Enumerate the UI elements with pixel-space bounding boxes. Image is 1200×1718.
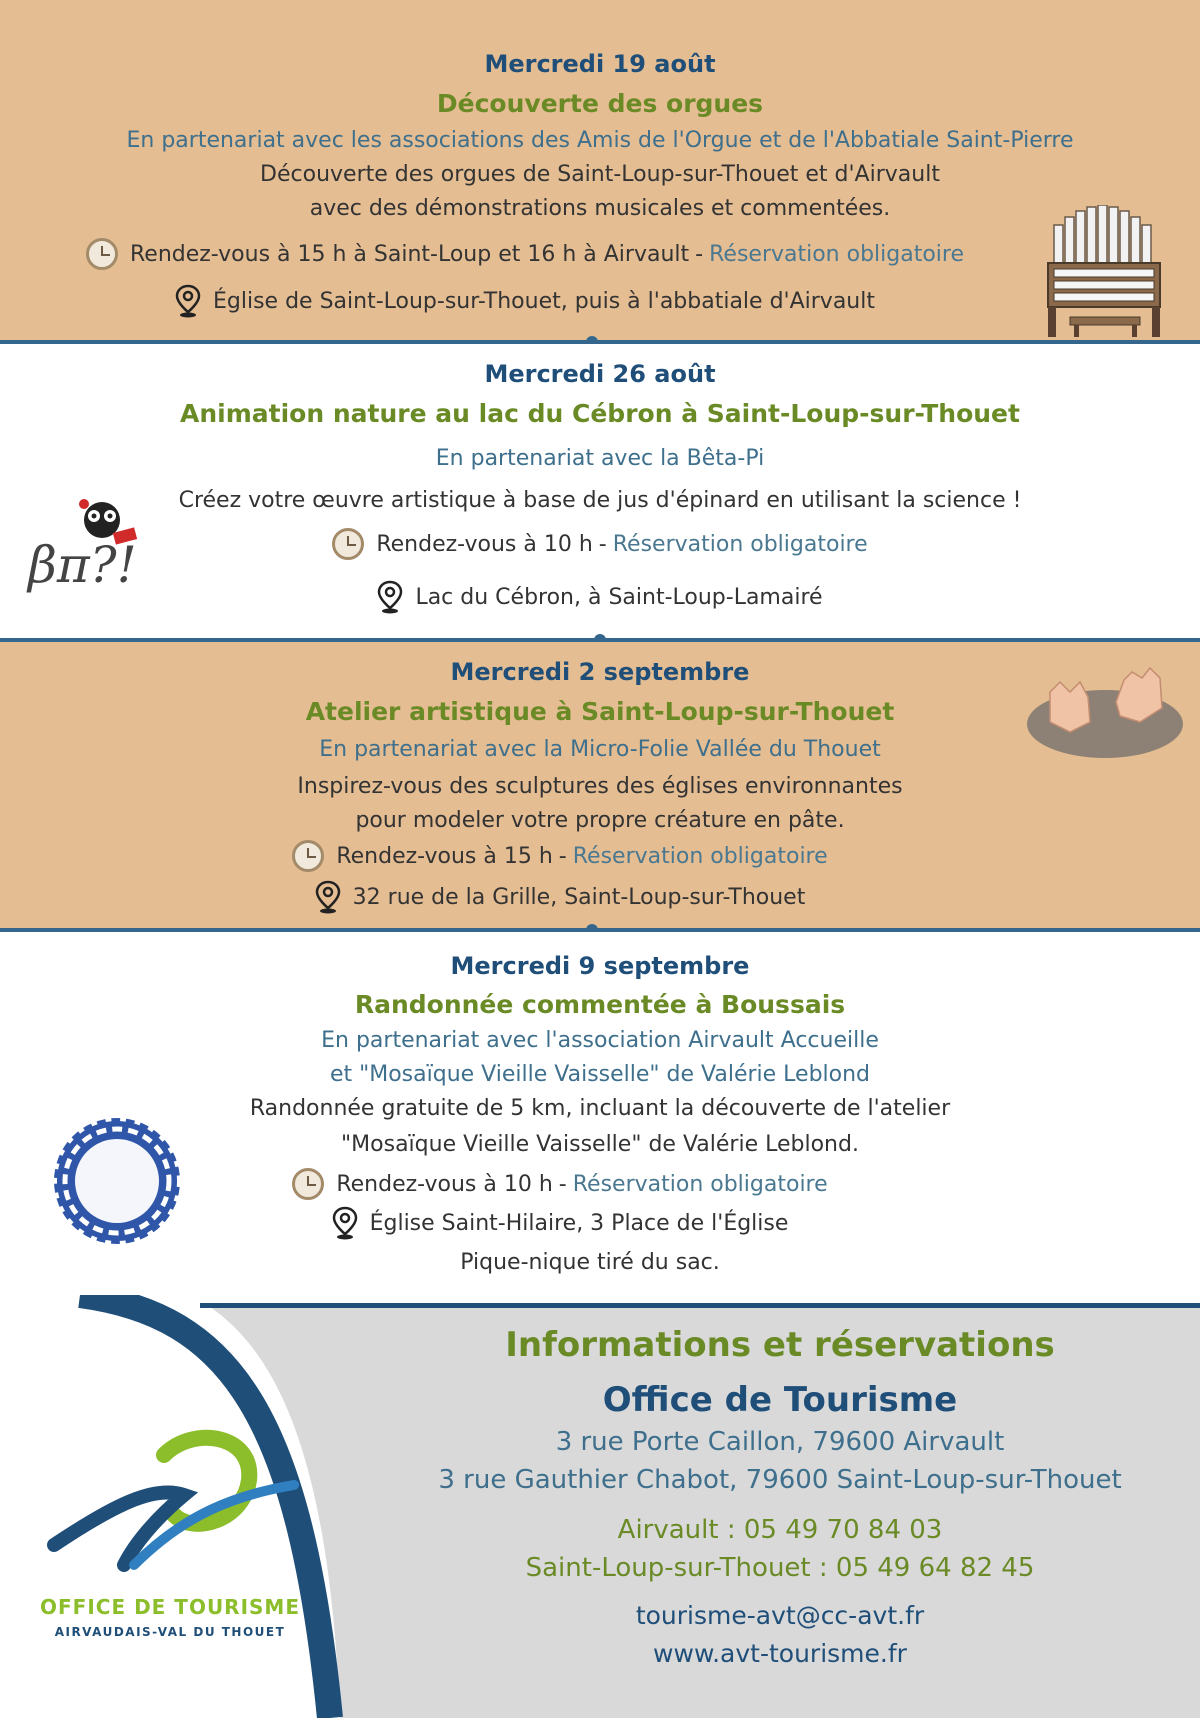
separator: - (598, 531, 607, 557)
separator: - (695, 241, 704, 267)
event-description-line: Inspirez-vous des sculptures des églises environnantes (297, 774, 903, 799)
footer-office-name: Office de Tourisme (602, 1380, 958, 1420)
event-description-line: Créez votre œuvre artistique à base de jus d'épinard en utilisant la science ! (178, 488, 1022, 513)
event-time-row (0, 528, 1200, 560)
separator: - (558, 843, 567, 869)
event-time: Rendez-vous à 10 h (376, 531, 593, 557)
beta-pi-logo (28, 494, 178, 614)
footer-website-link[interactable]: www.avt-tourisme.fr (653, 1639, 907, 1668)
clay-hands-illustration (1020, 652, 1190, 762)
contact-footer (0, 1295, 1200, 1718)
event-3-section (0, 642, 1200, 928)
event-time: Rendez-vous à 10 h (336, 1171, 553, 1197)
clock-icon (86, 238, 118, 270)
event-description-line: "Mosaïque Vieille Vaisselle" de Valérie Leblond. (341, 1132, 859, 1157)
clock-icon (292, 1168, 324, 1200)
event-location: 32 rue de la Grille, Saint-Loup-sur-Thouet (352, 884, 806, 910)
event-time: Rendez-vous à 15 h à Saint-Loup et 16 h à Airvault (129, 241, 690, 267)
reservation-note: Réservation obligatoire (572, 843, 828, 869)
reservation-note: Réservation obligatoire (572, 1171, 828, 1197)
mosaic-plate-illustration (52, 1116, 182, 1246)
event-extra-note: Pique-nique tiré du sac. (460, 1250, 720, 1275)
tourism-office-logo-icon (44, 1425, 304, 1575)
event-title: Découverte des orgues (436, 89, 764, 118)
event-location-row (0, 284, 1050, 318)
footer-email-link[interactable]: tourisme-avt@cc-avt.fr (635, 1601, 925, 1630)
location-pin-icon (377, 580, 403, 614)
beta-pi-logo-text: βπ?! (28, 536, 137, 594)
footer-heading: Informations et réservations (505, 1325, 1055, 1365)
footer-address: 3 rue Gauthier Chabot, 79600 Saint-Loup-sur-Thouet (438, 1465, 1122, 1495)
event-title: Randonnée commentée à Boussais (354, 990, 846, 1019)
logo-subtitle: AIRVAUDAIS-VAL DU THOUET (54, 1625, 286, 1639)
event-description-line: pour modeler votre propre créature en pâte. (355, 808, 845, 833)
event-date: Mercredi 19 août (484, 50, 716, 78)
event-date: Mercredi 2 septembre (450, 658, 750, 686)
event-title: Animation nature au lac du Cébron à Saint-Loup-sur-Thouet (180, 399, 1020, 428)
location-pin-icon (315, 880, 341, 914)
event-1-section (0, 0, 1200, 340)
event-title: Atelier artistique à Saint-Loup-sur-Thouet (305, 697, 895, 726)
event-date: Mercredi 9 septembre (450, 952, 750, 980)
event-description-line: Randonnée gratuite de 5 km, incluant la découverte de l'atelier (249, 1096, 951, 1121)
location-pin-icon (332, 1206, 358, 1240)
event-time-row (0, 238, 1050, 270)
footer-phone: Saint-Loup-sur-Thouet : 05 49 64 82 45 (525, 1553, 1035, 1583)
organ-illustration (1040, 205, 1180, 340)
event-partner: En partenariat avec la Micro-Folie Vallée du Thouet (319, 737, 881, 762)
event-partner: En partenariat avec l'association Airvault Accueille (321, 1028, 879, 1053)
footer-address: 3 rue Porte Caillon, 79600 Airvault (555, 1427, 1005, 1457)
event-time-row (0, 840, 1120, 872)
event-location-row (0, 880, 1120, 914)
event-time: Rendez-vous à 15 h (336, 843, 553, 869)
event-partner: En partenariat avec la Bêta-Pi (435, 446, 765, 471)
event-2-section (0, 344, 1200, 638)
event-4-section (0, 932, 1200, 1295)
logo-title: OFFICE DE TOURISME (40, 1595, 300, 1619)
event-location: Église Saint-Hilaire, 3 Place de l'Église (369, 1210, 789, 1236)
event-location: Lac du Cébron, à Saint-Loup-Lamairé (415, 584, 823, 610)
reservation-note: Réservation obligatoire (612, 531, 868, 557)
location-pin-icon (175, 284, 201, 318)
event-partner: et "Mosaïque Vieille Vaisselle" de Valérie Leblond (329, 1062, 871, 1087)
event-partner: En partenariat avec les associations des Amis de l'Orgue et de l'Abbatiale Saint-Pierre (126, 128, 1074, 153)
event-description-line: Découverte des orgues de Saint-Loup-sur-Thouet et d'Airvault (260, 162, 940, 187)
reservation-note: Réservation obligatoire (709, 241, 965, 267)
event-date: Mercredi 26 août (484, 360, 716, 388)
event-location-row (0, 580, 1200, 614)
clock-icon (332, 528, 364, 560)
event-location: Église de Saint-Loup-sur-Thouet, puis à l'abbatiale d'Airvault (213, 288, 875, 314)
separator: - (558, 1171, 567, 1197)
clock-icon (292, 840, 324, 872)
event-description-line: avec des démonstrations musicales et commentées. (309, 196, 891, 221)
footer-phone: Airvault : 05 49 70 84 03 (617, 1515, 943, 1545)
